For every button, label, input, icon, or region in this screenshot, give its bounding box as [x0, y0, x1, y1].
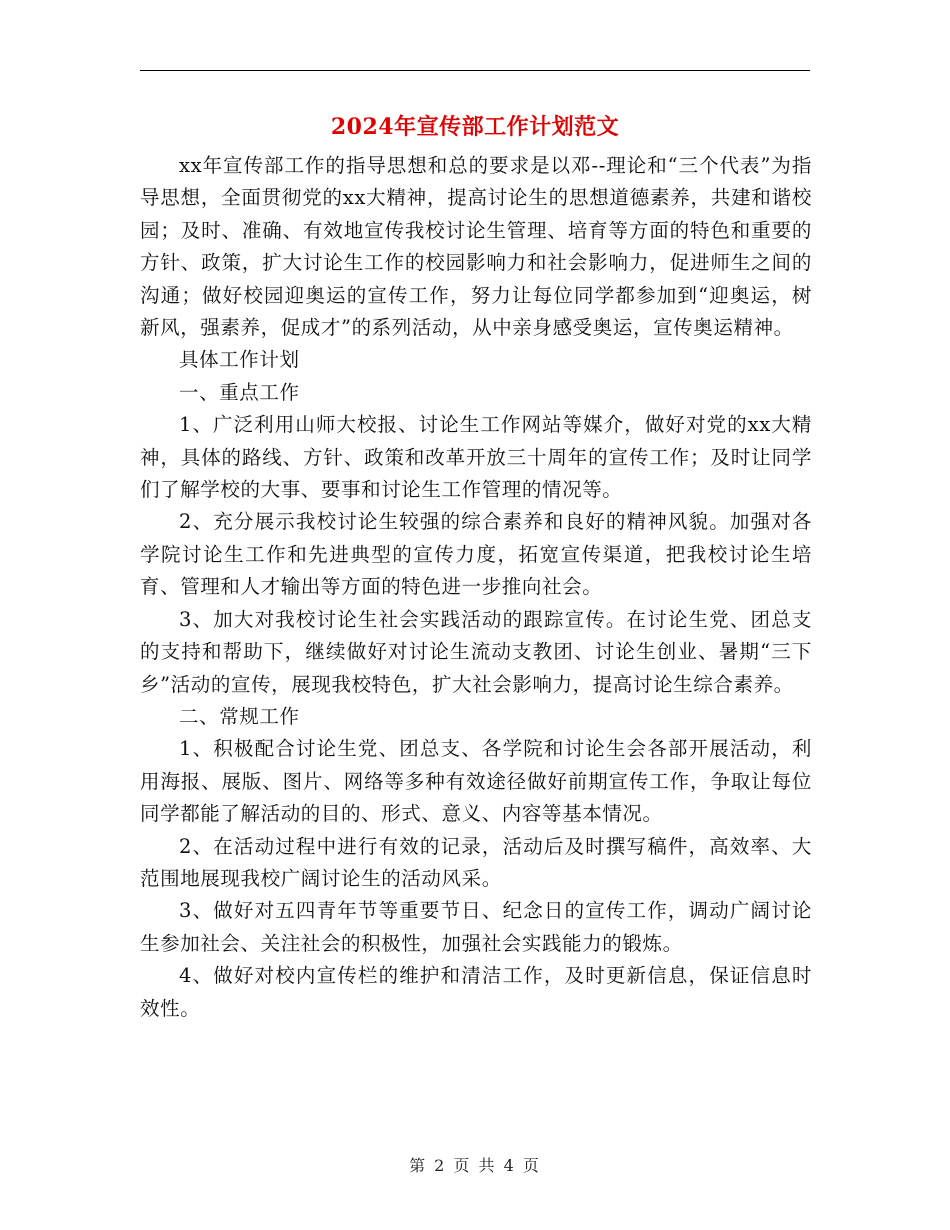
heading-routine-work: 二、常规工作	[179, 704, 300, 728]
paragraph-key-1: 1、广泛利用山师大校报、讨论生工作网站等媒介，做好对党的xx大精神，具体的路线、方针、政策和改革开放三十周年的宣传工作；及时让同学们了解学校的大事、要事和讨论生工作管理的情况等。	[140, 413, 812, 502]
paragraph-intro: xx年宣传部工作的指导思想和总的要求是以邓--理论和“三个代表”为指导思想，全面贯彻党的xx大精神，提高讨论生的思想道德素养，共建和谐校园；及时、准确、有效地宣传我校讨论生管理、培育等方面的特色和重要的方针、政策，扩大讨论生工作的校园影响力和社会影响力，促进师生之间的沟通；做好校园迎奥运的宣传工作，努力让每位同学都参加到“迎奥运，树新风，强素养，促成才”的系列活动，从中亲身感受奥运，宣传奥运精神。	[140, 154, 812, 340]
heading-work-plan: 具体工作计划	[179, 348, 300, 372]
paragraph-routine-2: 2、在活动过程中进行有效的记录，活动后及时撰写稿件，高效率、大范围地展现我校广阔讨论生的活动风采。	[140, 834, 812, 890]
paragraph-key-3: 3、加大对我校讨论生社会实践活动的跟踪宣传。在讨论生党、团总支的支持和帮助下，继续做好对讨论生流动支教团、讨论生创业、暑期“三下乡”活动的宣传，展现我校特色，扩大社会影响力，提高讨论生综合素养。	[140, 607, 812, 696]
heading-key-work: 一、重点工作	[179, 380, 300, 404]
paragraph-routine-1: 1、积极配合讨论生党、团总支、各学院和讨论生会各部开展活动，利用海报、展版、图片、网络等多种有效途径做好前期宣传工作，争取让每位同学都能了解活动的目的、形式、意义、内容等基本情况。	[140, 737, 812, 826]
document-body	[140, 150, 812, 1025]
page-number: 第 2 页 共 4 页	[409, 1156, 541, 1175]
header-rule	[140, 70, 810, 71]
document-title: 2024年宣传部工作计划范文	[330, 114, 620, 140]
paragraph-key-2: 2、充分展示我校讨论生较强的综合素养和良好的精神风貌。加强对各学院讨论生工作和先进典型的宣传力度，拓宽宣传渠道，把我校讨论生培育、管理和人才输出等方面的特色进一步推向社会。	[140, 510, 812, 599]
paragraph-routine-3: 3、做好对五四青年节等重要节日、纪念日的宣传工作，调动广阔讨论生参加社会、关注社会的积极性，加强社会实践能力的锻炼。	[140, 899, 812, 955]
paragraph-routine-4: 4、做好对校内宣传栏的维护和清洁工作，及时更新信息，保证信息时效性。	[140, 964, 812, 1020]
